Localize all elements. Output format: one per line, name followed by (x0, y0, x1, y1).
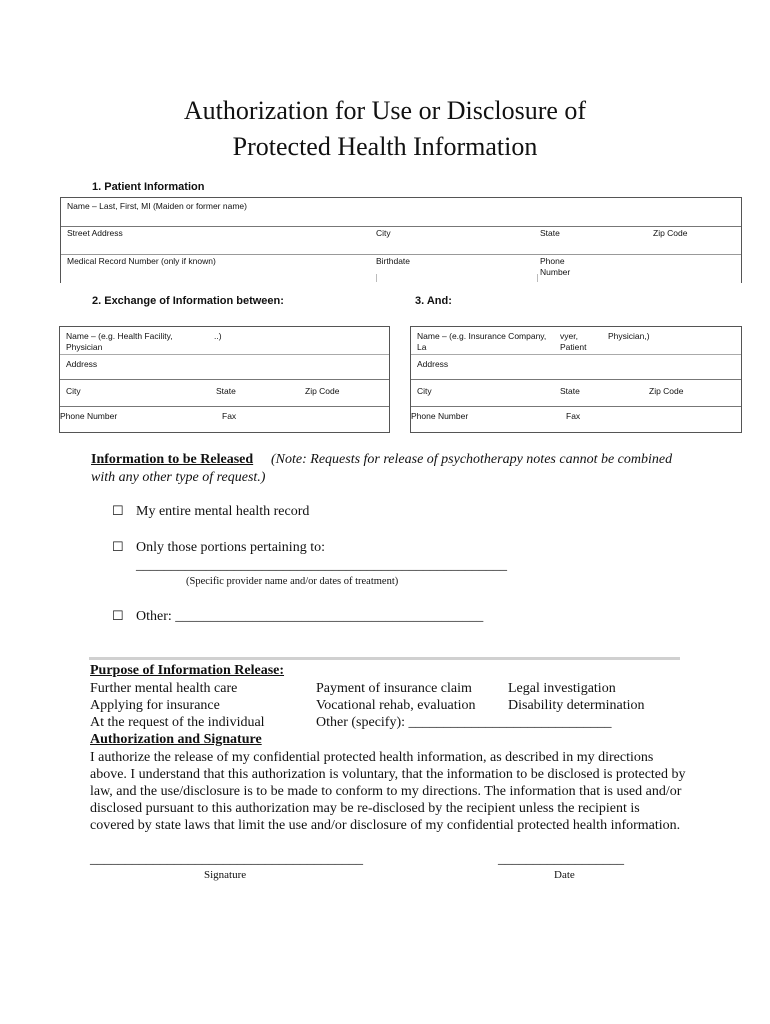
other-checkbox[interactable]: ☐ (112, 608, 124, 623)
and-fax-field[interactable]: Fax (566, 411, 581, 421)
and-name-label-end: Physician,) (608, 331, 650, 341)
date-line[interactable]: __________________ (498, 852, 624, 867)
purpose-option[interactable]: Vocational rehab, evaluation (316, 698, 476, 713)
divider (60, 379, 389, 380)
exchange-zip-field[interactable]: Zip Code (305, 386, 340, 396)
authorization-text-line: law, and the use/disclosure is to be made to conform to my directions. The information that is used and/or (90, 784, 682, 799)
divider (411, 354, 741, 355)
patient-birthdate-field[interactable]: Birthdate (376, 256, 411, 266)
patient-mrn-field[interactable]: Medical Record Number (only if known) (67, 256, 216, 266)
authorization-text-line: disclosed pursuant to this authorization may be re-disclosed by the recipient unless the recipient is (90, 801, 640, 816)
authorization-text-line: above. I understand that this authorization is voluntary, that the information to be disclosed is protected by (90, 767, 686, 782)
purpose-heading: Purpose of Information Release: (90, 663, 285, 678)
info-release-note-line2: with any other type of request.) (91, 470, 266, 485)
exchange-city-field[interactable]: City (66, 386, 81, 396)
portions-hint: (Specific provider name and/or dates of treatment) (186, 576, 399, 587)
portions-checkbox[interactable]: ☐ (112, 539, 124, 554)
signature-label: Signature (204, 869, 247, 881)
divider (411, 406, 741, 407)
and-name-label-patient: Patient (560, 342, 587, 352)
authorization-heading: Authorization and Signature (90, 732, 262, 747)
patient-phone-field[interactable]: Phone (540, 256, 565, 266)
exchange-fax-field[interactable]: Fax (222, 411, 237, 421)
divider (61, 254, 741, 255)
and-name-field[interactable]: Name – (e.g. Insurance Company, (417, 331, 547, 341)
divider (411, 379, 741, 380)
and-city-field[interactable]: City (417, 386, 432, 396)
exchange-phone-field[interactable]: Phone Number (60, 411, 118, 421)
section-separator (89, 657, 680, 660)
purpose-other-input[interactable]: Other (specify): _____________________________ (316, 715, 612, 730)
authorization-text-line: I authorize the release of my confidential protected health information, as described in my directions (90, 750, 654, 765)
and-state-field[interactable]: State (560, 386, 580, 396)
patient-state-field[interactable]: State (540, 228, 560, 238)
purpose-option[interactable]: Further mental health care (90, 681, 238, 696)
patient-zip-field[interactable]: Zip Code (653, 228, 688, 238)
other-input-line[interactable]: Other: ____________________________________________ (136, 609, 484, 624)
patient-street-field[interactable]: Street Address (67, 228, 123, 238)
and-heading: 3. And: (415, 295, 452, 307)
and-phone-field[interactable]: Phone Number (411, 411, 469, 421)
entire-record-label: My entire mental health record (136, 504, 310, 519)
exchange-state-field[interactable]: State (216, 386, 236, 396)
patient-info-heading: 1. Patient Information (92, 181, 205, 193)
purpose-option[interactable]: Legal investigation (508, 681, 616, 696)
document-title-line2: Protected Health Information (232, 132, 538, 161)
info-release-note: (Note: Requests for release of psychotherapy notes cannot be combined (271, 452, 673, 467)
divider (60, 406, 389, 407)
portions-input-line[interactable]: _____________________________________________________ (136, 558, 507, 573)
exchange-name-label-line2: Physician (66, 342, 103, 352)
purpose-option[interactable]: Disability determination (508, 698, 645, 713)
purpose-option[interactable]: At the request of the individual (90, 715, 265, 730)
divider (61, 226, 741, 227)
purpose-option[interactable]: Payment of insurance claim (316, 681, 472, 696)
purpose-option[interactable]: Applying for insurance (90, 698, 220, 713)
and-name-label-line2: La (417, 342, 427, 352)
info-release-heading: Information to be Released (91, 452, 254, 467)
exchange-address-field[interactable]: Address (66, 359, 98, 369)
and-address-field[interactable]: Address (417, 359, 449, 369)
divider (537, 274, 538, 282)
signature-line[interactable]: _______________________________________ (90, 852, 363, 867)
document-title-line1: Authorization for Use or Disclosure of (183, 96, 587, 125)
patient-city-field[interactable]: City (376, 228, 391, 238)
authorization-text-line: covered by state laws that limit the use and/or disclosure of my confidential protected health information. (90, 818, 681, 833)
exchange-name-field[interactable]: Name – (e.g. Health Facility, (66, 331, 173, 341)
and-name-label-mid: vyer, (560, 331, 578, 341)
patient-name-field[interactable]: Name – Last, First, MI (Maiden or former name) (67, 201, 247, 211)
entire-record-checkbox[interactable]: ☐ (112, 503, 124, 518)
date-label: Date (554, 869, 575, 881)
divider (60, 354, 389, 355)
patient-phone-field-label: Number (540, 267, 571, 277)
and-zip-field[interactable]: Zip Code (649, 386, 684, 396)
portions-label: Only those portions pertaining to: (136, 540, 325, 555)
divider (376, 274, 377, 282)
exchange-heading: 2. Exchange of Information between: (92, 295, 284, 307)
exchange-name-label-suffix: ..) (214, 331, 222, 341)
